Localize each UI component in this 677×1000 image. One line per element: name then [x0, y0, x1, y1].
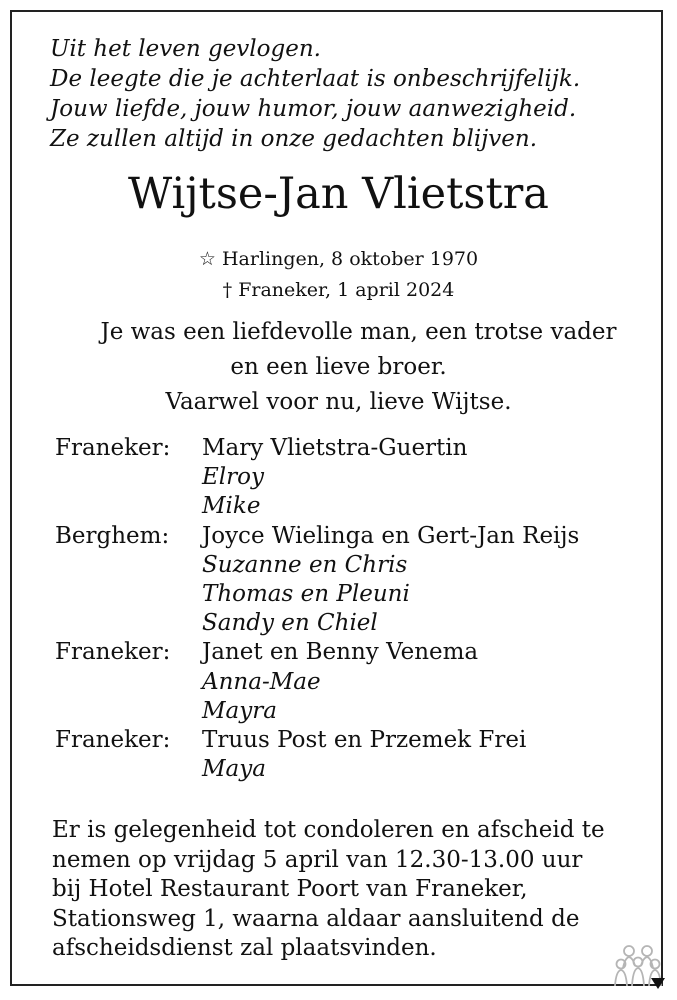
family-member: Mary Vlietstra-Guertin — [202, 435, 468, 461]
family-row — [0, 726, 677, 755]
family-row — [0, 492, 677, 521]
life-dates — [0, 244, 677, 306]
tribute-line: Je was een liefdevolle man, een trotse vader — [100, 319, 617, 345]
info-line: Er is gelegenheid tot condoleren en afscheid te — [52, 817, 605, 843]
opening-poem — [50, 34, 580, 154]
poem-line: Jouw liefde, jouw humor, jouw aanwezigheid. — [50, 96, 577, 122]
family-row — [0, 580, 677, 609]
family-row — [0, 697, 677, 726]
family-row — [0, 668, 677, 697]
info-line: bij Hotel Restaurant Poort van Franeker, — [52, 876, 528, 902]
down-triangle-icon[interactable] — [651, 978, 665, 990]
family-place: Franeker: — [55, 726, 171, 753]
birth-text: Harlingen, 8 oktober 1970 — [221, 248, 479, 270]
family-member: Joyce Wielinga en Gert-Jan Reijs — [202, 522, 580, 549]
family-child: Mayra — [202, 697, 277, 724]
family-place: Franeker: — [55, 639, 171, 666]
family-row — [0, 755, 677, 784]
poem-line: De leegte die je achterlaat is onbeschrijfelijk. — [50, 66, 581, 92]
deceased-name: Wijtse-Jan Vlietstra — [128, 169, 549, 219]
star-icon: ☆ — [198, 248, 216, 270]
family-child: Maya — [202, 756, 266, 783]
family-child: Sandy en Chiel — [202, 610, 378, 637]
cross-icon: † — [222, 279, 233, 301]
family-row — [0, 434, 677, 463]
death-line — [0, 275, 677, 306]
tribute-line: en een lieve broer. — [230, 354, 447, 380]
family-child: Anna-Mae — [202, 668, 321, 695]
family-row — [0, 609, 677, 638]
tribute-line: Vaarwel voor nu, lieve Wijtse. — [165, 389, 512, 415]
info-line: nemen op vrijdag 5 april van 12.30-13.00 uur — [52, 846, 583, 873]
family-list — [0, 434, 677, 784]
tribute-text — [0, 315, 677, 420]
poem-line: Ze zullen altijd in onze gedachten blijven. — [50, 126, 538, 152]
family-member: Truus Post en Przemek Frei — [202, 726, 527, 753]
death-text: Franeker, 1 april 2024 — [238, 279, 455, 301]
family-row — [0, 551, 677, 580]
family-child: Elroy — [202, 464, 264, 491]
family-row — [0, 522, 677, 551]
info-line: Stationsweg 1, waarna aldaar aansluitend de — [52, 905, 580, 932]
family-child: Mike — [202, 493, 261, 520]
family-place: Berghem: — [55, 522, 170, 549]
poem-line: Uit het leven gevlogen. — [50, 36, 321, 62]
family-row — [0, 463, 677, 492]
birth-line — [0, 244, 677, 275]
family-place: Franeker: — [55, 435, 171, 461]
family-child: Suzanne en Chris — [202, 551, 408, 578]
family-row — [0, 638, 677, 667]
family-member: Janet en Benny Venema — [202, 639, 479, 666]
family-child: Thomas en Pleuni — [202, 580, 410, 607]
ceremony-info — [52, 816, 605, 964]
info-line: afscheidsdienst zal plaatsvinden. — [52, 935, 437, 961]
